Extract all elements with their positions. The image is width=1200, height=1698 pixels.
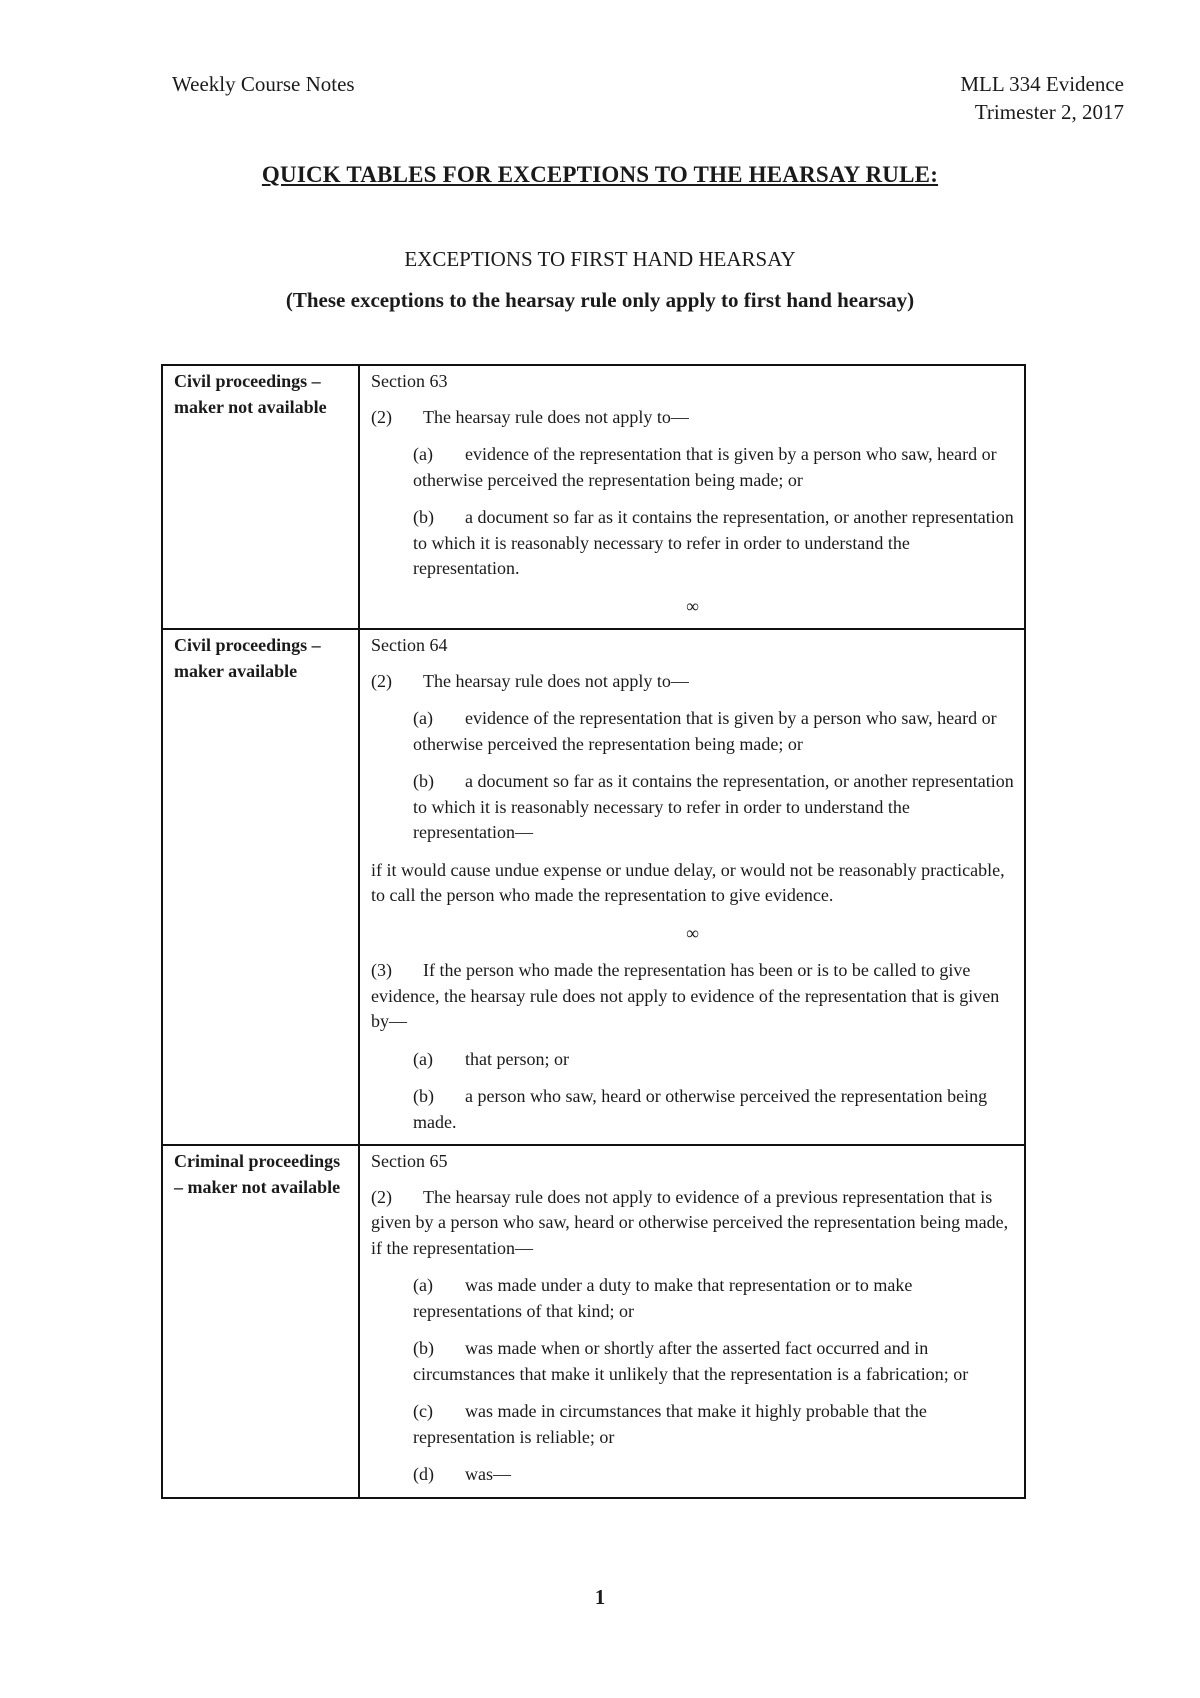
page-number: 1 <box>594 1585 606 1609</box>
item-text: was made when or shortly after the asserted fact occurred and in circumstances that make it unlikely that the representation is a fabrication; or <box>413 1338 969 1384</box>
item-text: The hearsay rule does not apply to evidence of a previous representation that is given by a person who saw, heard or otherwise perceived the representation being made, if the representation— <box>371 1186 1009 1258</box>
item-label: (b) <box>413 507 434 527</box>
item-text: evidence of the representation that is given by a person who saw, heard or otherwise perceived the representation being made; or <box>413 708 997 754</box>
item-text: The hearsay rule does not apply to— <box>423 670 689 691</box>
paragraph <box>371 706 1014 757</box>
item-label: (b) <box>413 771 434 791</box>
paragraph <box>371 1273 1014 1324</box>
item-label: (a) <box>413 1048 433 1069</box>
table-row <box>162 629 1025 1145</box>
item-label: (2) <box>371 406 392 427</box>
table-row <box>162 365 1025 629</box>
row-content <box>359 365 1025 629</box>
paragraph <box>371 1336 1014 1387</box>
item-label: (2) <box>371 670 392 691</box>
paragraph <box>371 1399 1014 1450</box>
exceptions-table <box>161 364 1026 1499</box>
item-text: a document so far as it contains the representation, or another representation to which it is reasonably necessary to refer in order to understand the representation— <box>413 771 1014 842</box>
item-text: a person who saw, heard or otherwise perceived the representation being made. <box>413 1086 988 1132</box>
row-category: Civil proceedings – maker available <box>162 629 359 1145</box>
table-row <box>162 1145 1025 1498</box>
section-heading: Section 65 <box>371 1151 448 1171</box>
header-course-notes: Weekly Course Notes <box>172 72 355 96</box>
header-trimester: Trimester 2, 2017 <box>974 100 1124 124</box>
item-label: (c) <box>413 1401 433 1421</box>
item-text: The hearsay rule does not apply to— <box>423 406 689 427</box>
item-label: (a) <box>413 444 433 464</box>
item-text: was made under a duty to make that representation or to make representations of that kind; or <box>413 1275 913 1321</box>
subsection <box>371 669 1014 695</box>
paragraph <box>371 442 1014 493</box>
paragraph <box>371 1047 1014 1073</box>
row-content <box>359 629 1025 1145</box>
row-category: Criminal proceedings – maker not available <box>162 1145 359 1498</box>
separator-symbol: ∞ <box>686 595 699 616</box>
section-note: (These exceptions to the hearsay rule only apply to first hand hearsay) <box>285 288 915 312</box>
subsection <box>371 1185 1014 1262</box>
paragraph <box>371 1462 1014 1488</box>
item-label: (3) <box>371 960 392 980</box>
page-title: QUICK TABLES FOR EXCEPTIONS TO THE HEARSAY RULE: <box>261 162 939 187</box>
item-label: (b) <box>413 1086 434 1106</box>
item-label: (a) <box>413 708 433 728</box>
header-unit-code: MLL 334 Evidence <box>960 72 1124 96</box>
paragraph <box>371 769 1014 846</box>
paragraph <box>371 1084 1014 1135</box>
item-text: was— <box>465 1464 511 1484</box>
separator-symbol: ∞ <box>686 922 699 943</box>
subsection <box>371 958 1014 1035</box>
row-category: Civil proceedings – maker not available <box>162 365 359 629</box>
item-label: (d) <box>413 1464 434 1484</box>
item-text: was made in circumstances that make it highly probable that the representation is reliable; or <box>413 1401 927 1447</box>
header-unit-info <box>960 70 1124 126</box>
item-text: evidence of the representation that is given by a person who saw, heard or otherwise perceived the representation being made; or <box>413 444 997 490</box>
section-heading: Section 64 <box>371 635 448 655</box>
item-label: (2) <box>371 1186 392 1207</box>
item-text: a document so far as it contains the representation, or another representation to which it is reasonably necessary to refer in order to understand the representation. <box>413 507 1014 578</box>
subsection <box>371 405 1014 431</box>
row-content <box>359 1145 1025 1498</box>
item-text: If the person who made the representation has been or is to be called to give evidence, the hearsay rule does not apply to evidence of the representation that is given by— <box>371 960 1000 1031</box>
paragraph <box>371 505 1014 582</box>
section-heading: Section 63 <box>371 371 448 391</box>
item-text: that person; or <box>465 1048 569 1069</box>
continuation-text: if it would cause undue expense or undue delay, or would not be reasonably practicable, to call the person who made the representation to give evidence. <box>371 859 1005 905</box>
section-subtitle: EXCEPTIONS TO FIRST HAND HEARSAY <box>404 247 796 271</box>
item-label: (a) <box>413 1275 433 1295</box>
item-label: (b) <box>413 1338 434 1358</box>
